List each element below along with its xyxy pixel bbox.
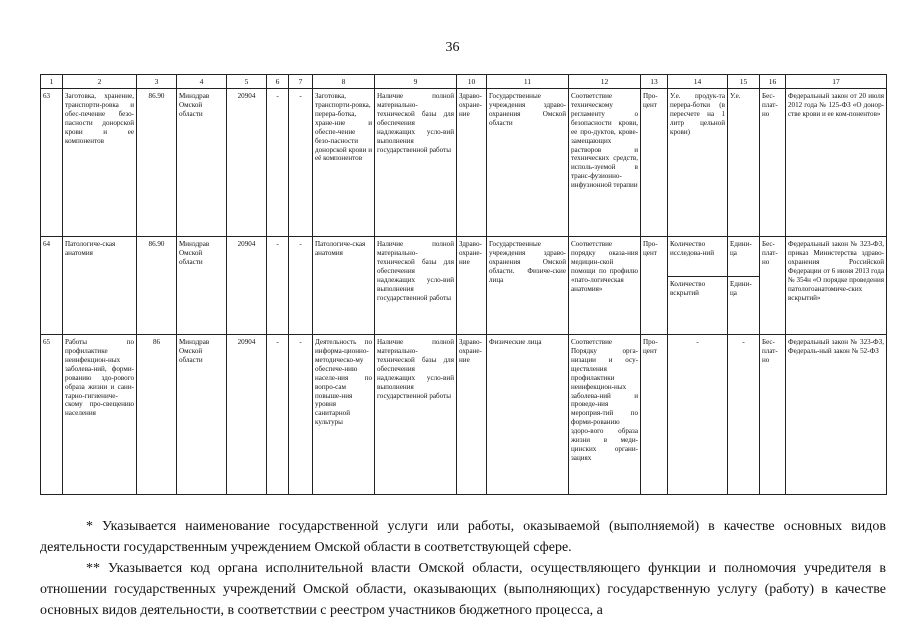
column-header: 4 (177, 75, 227, 89)
quality-indicator: Соответствие порядку оказа-ния медицин-ской помощи по профилю «пато-логическая анатомия» (569, 237, 641, 335)
quality-unit: Про-цент (641, 89, 668, 237)
row-number: 65 (41, 335, 63, 495)
volume-unit: Едини-ца (728, 277, 760, 335)
authority-code: 20904 (227, 237, 267, 335)
work-content: Заготовка, транспорти-ровка, перера-ботка, хране-ние и обеспе-чение безо-пасности донорской крови и её компонентов (313, 89, 375, 237)
table-row (41, 237, 887, 277)
column-header: 17 (786, 75, 887, 89)
volume-indicator: Количество вскрытий (668, 277, 728, 335)
cell-dash: - (267, 237, 289, 335)
okved-code: 86.90 (137, 237, 177, 335)
column-header: 10 (457, 75, 487, 89)
services-register-table (40, 74, 887, 495)
okved-code: 86 (137, 335, 177, 495)
row-number: 64 (41, 237, 63, 335)
sector: Здраво-охране-ние (457, 237, 487, 335)
volume-unit: Едини-ца (728, 237, 760, 277)
volume-indicator: У.е. продук-та перера-ботки (в пересчете на 1 литр цельной крови) (668, 89, 728, 237)
column-header: 1 (41, 75, 63, 89)
column-header: 8 (313, 75, 375, 89)
table-row (41, 89, 887, 237)
column-header: 7 (289, 75, 313, 89)
legal-basis: Федеральный закон № 323-ФЗ, приказ Министерства здраво-охранения Российской Федерации от 6 июня 2013 года № 354н «О порядке проведения патологоанатомиче-ских вскрытий» (786, 237, 887, 335)
sector: Здраво-охране-ние (457, 89, 487, 237)
cell-dash: - (289, 237, 313, 335)
conditions: Наличие полной материально-технической базы для обеспечения надлежащих усло-вий выполнения государственной работы (375, 237, 457, 335)
column-header: 14 (668, 75, 728, 89)
quality-unit: Про-цент (641, 335, 668, 495)
column-header: 2 (63, 75, 137, 89)
column-header: 13 (641, 75, 668, 89)
founder-authority: Минздрав Омской области (177, 89, 227, 237)
column-header: 6 (267, 75, 289, 89)
cell-dash: - (267, 335, 289, 495)
footnote-1: * Указывается наименование государственной услуги или работы, оказываемой (выполняемой) в качестве основных видов деятельности государственным учреждением Омской области в соответствующей сфере. (40, 519, 886, 555)
cell-dash: - (267, 89, 289, 237)
work-content: Деятельность по информа-ционно-методическо-му обеспече-нию населе-ния по вопро-сам повыше-ния уровня санитарной культуры (313, 335, 375, 495)
payment-basis: Бес-плат-но (760, 335, 786, 495)
consumers: Государственные учреждения здраво-охранения Омской области. Физиче-ские лица (487, 237, 569, 335)
column-header: 5 (227, 75, 267, 89)
column-header: 11 (487, 75, 569, 89)
cell-dash: - (289, 89, 313, 237)
quality-unit: Про-цент (641, 237, 668, 335)
okved-code: 86.90 (137, 89, 177, 237)
payment-basis: Бес-плат-но (760, 237, 786, 335)
volume-indicator: - (668, 335, 728, 495)
legal-basis: Федеральный закон от 20 июля 2012 года № 125-ФЗ «О донор-стве крови и ее ком-понентов» (786, 89, 887, 237)
quality-indicator: Соответствие техническому регламенту о безопасности крови, ее про-дуктов, крове-замещающих растворов и технических средств, исполь-зуемой в транс-фузионно-инфузионной терапии (569, 89, 641, 237)
volume-unit: У.е. (728, 89, 760, 237)
payment-basis: Бес-плат-но (760, 89, 786, 237)
legal-basis: Федеральный закон № 323-ФЗ, Федераль-ный закон № 52-ФЗ (786, 335, 887, 495)
table-header-row (41, 75, 887, 89)
work-content: Патологиче-ская анатомия (313, 237, 375, 335)
founder-authority: Минздрав Омской области (177, 335, 227, 495)
authority-code: 20904 (227, 335, 267, 495)
footnotes (40, 516, 886, 621)
volume-indicator: Количество исследова-ний (668, 237, 728, 277)
page-number: 36 (445, 40, 460, 55)
volume-unit: - (728, 335, 760, 495)
column-header: 12 (569, 75, 641, 89)
service-name: Заготовка, хранение, транспорти-ровка и обес-печение безо-пасности донорской крови и ее компонентов (63, 89, 137, 237)
consumers: Государственные учреждения здраво-охранения Омской области (487, 89, 569, 237)
consumers: Физические лица (487, 335, 569, 495)
column-header: 3 (137, 75, 177, 89)
service-name: Работы по профилактике неинфекцион-ных заболева-ний, форми-рованию здо-рового образа жизни и сани-тарно-гигиениче-скому про-свещению населения (63, 335, 137, 495)
column-header: 16 (760, 75, 786, 89)
table-row (41, 335, 887, 495)
founder-authority: Минздрав Омской области (177, 237, 227, 335)
authority-code: 20904 (227, 89, 267, 237)
column-header: 15 (728, 75, 760, 89)
sector: Здраво-охране-ние (457, 335, 487, 495)
service-name: Патологиче-ская анатомия (63, 237, 137, 335)
quality-indicator: Соответствие Порядку орга-низации и осу-ществления профилактики неинфекцион-ных заболева-ний и проведе-ния мероприя-тий по форми-рованию здоро-вого образа жизни в меди-цинских органи-зациях (569, 335, 641, 495)
conditions: Наличие полной материально-технической базы для обеспечения надлежащих усло-вий выполнения государственной работы (375, 335, 457, 495)
conditions: Наличие полной материально-технической базы для обеспечения надлежащих усло-вий выполнения государственной работы (375, 89, 457, 237)
cell-dash: - (289, 335, 313, 495)
row-number: 63 (41, 89, 63, 237)
footnote-2: ** Указывается код органа исполнительной власти Омской области, осуществляющего функции и полномочия учредителя в отношении государственных учреждений Омской области, оказывающих (выполняющих) государственную услугу (работу) в качестве основных видов деятельности, в соответствии с реестром участников бюджетного процесса, а (40, 561, 886, 618)
column-header: 9 (375, 75, 457, 89)
